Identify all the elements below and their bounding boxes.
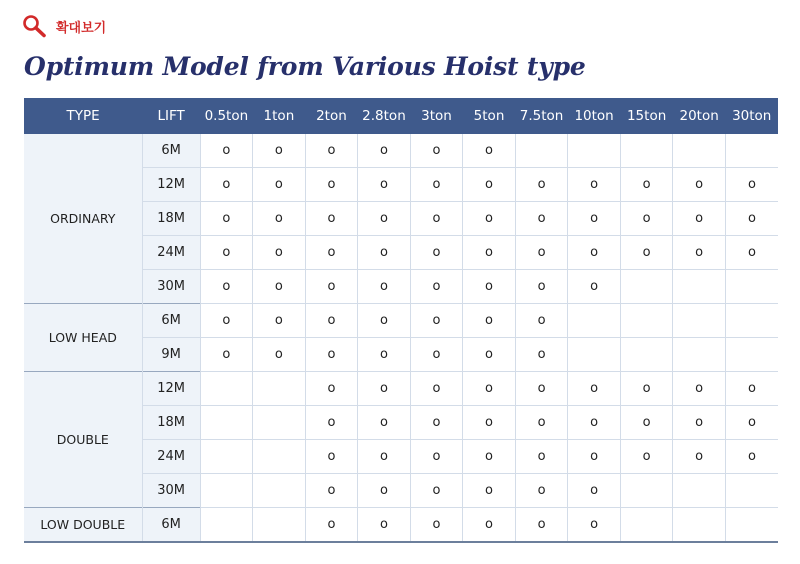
- table-cell: [253, 134, 306, 168]
- table-cell: [305, 372, 358, 406]
- type-cell: LOW DOUBLE: [24, 508, 142, 543]
- available-mark: o: [379, 517, 388, 532]
- table-cell: [463, 508, 516, 543]
- table-cell: [515, 134, 568, 168]
- available-mark: o: [274, 177, 283, 192]
- table-cell: [620, 270, 673, 304]
- available-mark: o: [222, 347, 231, 362]
- table-cell: [358, 236, 411, 270]
- table-cell: [568, 440, 621, 474]
- table-cell: [253, 338, 306, 372]
- table-cell: [515, 304, 568, 338]
- table-cell: [620, 338, 673, 372]
- table-cell: [515, 168, 568, 202]
- table-cell: [463, 236, 516, 270]
- table-cell: [673, 508, 726, 543]
- table-cell: [200, 508, 253, 543]
- table-cell: [305, 134, 358, 168]
- available-mark: o: [379, 245, 388, 260]
- table-cell: [305, 338, 358, 372]
- column-header: 0.5ton: [200, 98, 253, 134]
- available-mark: o: [432, 245, 441, 260]
- table-cell: [568, 270, 621, 304]
- table-cell: [253, 202, 306, 236]
- table-cell: [673, 304, 726, 338]
- available-mark: o: [695, 381, 704, 396]
- column-header: 15ton: [620, 98, 673, 134]
- table-cell: [620, 508, 673, 543]
- table-cell: [463, 202, 516, 236]
- available-mark: o: [747, 381, 756, 396]
- table-cell: [463, 372, 516, 406]
- available-mark: o: [432, 517, 441, 532]
- available-mark: o: [590, 517, 599, 532]
- table-cell: [515, 338, 568, 372]
- available-mark: o: [537, 347, 546, 362]
- available-mark: o: [642, 211, 651, 226]
- available-mark: o: [327, 313, 336, 328]
- table-cell: [725, 236, 778, 270]
- available-mark: o: [485, 143, 494, 158]
- table-cell: [463, 270, 516, 304]
- available-mark: o: [485, 279, 494, 294]
- table-cell: [305, 304, 358, 338]
- lift-cell: 18M: [142, 202, 200, 236]
- column-header: 30ton: [725, 98, 778, 134]
- table-cell: [725, 406, 778, 440]
- table-cell: [463, 406, 516, 440]
- table-cell: [673, 236, 726, 270]
- lift-cell: 9M: [142, 338, 200, 372]
- column-header: 1ton: [253, 98, 306, 134]
- available-mark: o: [379, 211, 388, 226]
- available-mark: o: [642, 449, 651, 464]
- type-cell: ORDINARY: [24, 134, 142, 304]
- available-mark: o: [327, 449, 336, 464]
- table-cell: [253, 168, 306, 202]
- table-cell: [620, 406, 673, 440]
- table-cell: [673, 406, 726, 440]
- available-mark: o: [432, 143, 441, 158]
- available-mark: o: [695, 211, 704, 226]
- table-cell: [620, 202, 673, 236]
- table-cell: [673, 270, 726, 304]
- table-cell: [725, 440, 778, 474]
- table-cell: [725, 508, 778, 543]
- available-mark: o: [485, 177, 494, 192]
- available-mark: o: [590, 483, 599, 498]
- available-mark: o: [432, 381, 441, 396]
- table-cell: [200, 338, 253, 372]
- table-cell: [725, 304, 778, 338]
- available-mark: o: [379, 313, 388, 328]
- table-cell: [410, 338, 463, 372]
- available-mark: o: [222, 143, 231, 158]
- table-cell: [515, 474, 568, 508]
- table-cell: [253, 270, 306, 304]
- table-cell: [200, 134, 253, 168]
- table-cell: [568, 304, 621, 338]
- table-cell: [725, 474, 778, 508]
- table-cell: [673, 202, 726, 236]
- available-mark: o: [379, 381, 388, 396]
- table-cell: [673, 474, 726, 508]
- table-cell: [620, 474, 673, 508]
- available-mark: o: [537, 449, 546, 464]
- table-cell: [200, 202, 253, 236]
- table-cell: [253, 236, 306, 270]
- table-cell: [725, 270, 778, 304]
- table-cell: [410, 406, 463, 440]
- table-cell: [253, 406, 306, 440]
- table-cell: [200, 440, 253, 474]
- table-row: [24, 372, 778, 406]
- table-cell: [305, 474, 358, 508]
- table-cell: [620, 134, 673, 168]
- available-mark: o: [327, 381, 336, 396]
- table-cell: [200, 372, 253, 406]
- available-mark: o: [485, 347, 494, 362]
- table-cell: [673, 372, 726, 406]
- table-cell: [515, 270, 568, 304]
- table-cell: [620, 236, 673, 270]
- table-cell: [568, 168, 621, 202]
- available-mark: o: [747, 177, 756, 192]
- available-mark: o: [537, 313, 546, 328]
- available-mark: o: [432, 313, 441, 328]
- table-cell: [673, 168, 726, 202]
- available-mark: o: [537, 483, 546, 498]
- table-cell: [620, 440, 673, 474]
- available-mark: o: [379, 143, 388, 158]
- table-cell: [358, 474, 411, 508]
- table-cell: [725, 134, 778, 168]
- table-cell: [463, 168, 516, 202]
- table-cell: [253, 440, 306, 474]
- available-mark: o: [274, 347, 283, 362]
- table-cell: [305, 202, 358, 236]
- available-mark: o: [379, 483, 388, 498]
- table-cell: [305, 168, 358, 202]
- column-header: 7.5ton: [515, 98, 568, 134]
- available-mark: o: [537, 517, 546, 532]
- available-mark: o: [432, 279, 441, 294]
- available-mark: o: [695, 449, 704, 464]
- table-cell: [305, 440, 358, 474]
- available-mark: o: [222, 313, 231, 328]
- table-cell: [410, 474, 463, 508]
- available-mark: o: [590, 415, 599, 430]
- available-mark: o: [485, 313, 494, 328]
- table-header-row: [24, 98, 778, 134]
- table-cell: [358, 168, 411, 202]
- zoom-link[interactable]: [22, 13, 106, 39]
- available-mark: o: [695, 415, 704, 430]
- table-cell: [515, 508, 568, 543]
- table-cell: [253, 304, 306, 338]
- column-header: 3ton: [410, 98, 463, 134]
- available-mark: o: [274, 279, 283, 294]
- table-cell: [673, 134, 726, 168]
- type-cell: DOUBLE: [24, 372, 142, 508]
- table-cell: [358, 304, 411, 338]
- available-mark: o: [485, 483, 494, 498]
- available-mark: o: [379, 347, 388, 362]
- available-mark: o: [537, 211, 546, 226]
- lift-cell: 6M: [142, 508, 200, 543]
- available-mark: o: [327, 415, 336, 430]
- table-cell: [358, 406, 411, 440]
- hoist-model-table: [24, 98, 778, 543]
- lift-cell: 30M: [142, 474, 200, 508]
- available-mark: o: [379, 449, 388, 464]
- table-cell: [620, 372, 673, 406]
- available-mark: o: [590, 211, 599, 226]
- available-mark: o: [537, 415, 546, 430]
- table-cell: [673, 338, 726, 372]
- available-mark: o: [274, 143, 283, 158]
- table-cell: [568, 134, 621, 168]
- available-mark: o: [327, 177, 336, 192]
- table-cell: [463, 134, 516, 168]
- available-mark: o: [432, 415, 441, 430]
- type-cell: LOW HEAD: [24, 304, 142, 372]
- available-mark: o: [379, 415, 388, 430]
- table-cell: [305, 508, 358, 543]
- available-mark: o: [537, 279, 546, 294]
- column-header: 2ton: [305, 98, 358, 134]
- available-mark: o: [590, 245, 599, 260]
- table-cell: [568, 372, 621, 406]
- available-mark: o: [590, 279, 599, 294]
- table-cell: [358, 202, 411, 236]
- lift-cell: 18M: [142, 406, 200, 440]
- available-mark: o: [327, 211, 336, 226]
- column-header: 10ton: [568, 98, 621, 134]
- table-cell: [515, 202, 568, 236]
- available-mark: o: [695, 177, 704, 192]
- available-mark: o: [222, 279, 231, 294]
- table-row: [24, 508, 778, 543]
- table-cell: [673, 440, 726, 474]
- table-cell: [620, 168, 673, 202]
- available-mark: o: [642, 381, 651, 396]
- available-mark: o: [222, 245, 231, 260]
- available-mark: o: [327, 483, 336, 498]
- available-mark: o: [642, 245, 651, 260]
- table-row: [24, 304, 778, 338]
- table-cell: [463, 304, 516, 338]
- table-cell: [410, 236, 463, 270]
- available-mark: o: [432, 347, 441, 362]
- table-cell: [515, 236, 568, 270]
- available-mark: o: [222, 211, 231, 226]
- lift-cell: 24M: [142, 440, 200, 474]
- table-cell: [200, 474, 253, 508]
- table-cell: [358, 508, 411, 543]
- table-cell: [410, 168, 463, 202]
- available-mark: o: [485, 449, 494, 464]
- table-cell: [358, 270, 411, 304]
- table-cell: [410, 304, 463, 338]
- table-cell: [568, 474, 621, 508]
- table-row: [24, 134, 778, 168]
- table-cell: [305, 270, 358, 304]
- table-cell: [200, 304, 253, 338]
- table-cell: [515, 440, 568, 474]
- table-cell: [200, 406, 253, 440]
- table-cell: [358, 372, 411, 406]
- table-cell: [253, 474, 306, 508]
- available-mark: o: [747, 449, 756, 464]
- table-cell: [568, 338, 621, 372]
- magnifier-icon: [22, 14, 48, 38]
- column-header: 2.8ton: [358, 98, 411, 134]
- available-mark: o: [327, 517, 336, 532]
- table-cell: [410, 134, 463, 168]
- column-header: TYPE: [24, 98, 142, 134]
- available-mark: o: [590, 381, 599, 396]
- available-mark: o: [432, 449, 441, 464]
- available-mark: o: [747, 415, 756, 430]
- table-cell: [568, 236, 621, 270]
- table-cell: [410, 372, 463, 406]
- available-mark: o: [537, 177, 546, 192]
- available-mark: o: [485, 415, 494, 430]
- lift-cell: 12M: [142, 168, 200, 202]
- table-cell: [410, 440, 463, 474]
- available-mark: o: [485, 381, 494, 396]
- available-mark: o: [485, 517, 494, 532]
- table-cell: [463, 440, 516, 474]
- available-mark: o: [537, 381, 546, 396]
- table-cell: [515, 406, 568, 440]
- available-mark: o: [379, 177, 388, 192]
- table-cell: [200, 168, 253, 202]
- available-mark: o: [327, 279, 336, 294]
- table-cell: [305, 406, 358, 440]
- table-cell: [515, 372, 568, 406]
- table-cell: [410, 270, 463, 304]
- available-mark: o: [327, 143, 336, 158]
- lift-cell: 6M: [142, 304, 200, 338]
- available-mark: o: [695, 245, 704, 260]
- table-cell: [568, 508, 621, 543]
- table-cell: [725, 338, 778, 372]
- lift-cell: 12M: [142, 372, 200, 406]
- available-mark: o: [274, 313, 283, 328]
- lift-cell: 6M: [142, 134, 200, 168]
- table-cell: [253, 372, 306, 406]
- lift-cell: 30M: [142, 270, 200, 304]
- table-cell: [725, 202, 778, 236]
- column-header: 5ton: [463, 98, 516, 134]
- table-cell: [410, 202, 463, 236]
- table-cell: [725, 372, 778, 406]
- available-mark: o: [274, 245, 283, 260]
- available-mark: o: [485, 245, 494, 260]
- zoom-label: 확대보기: [56, 20, 107, 36]
- table-cell: [568, 202, 621, 236]
- table-cell: [463, 474, 516, 508]
- lift-cell: 24M: [142, 236, 200, 270]
- available-mark: o: [379, 279, 388, 294]
- available-mark: o: [747, 211, 756, 226]
- column-header: LIFT: [142, 98, 200, 134]
- table-cell: [200, 270, 253, 304]
- table-cell: [358, 134, 411, 168]
- available-mark: o: [537, 245, 546, 260]
- available-mark: o: [590, 449, 599, 464]
- table-cell: [725, 168, 778, 202]
- available-mark: o: [432, 483, 441, 498]
- available-mark: o: [327, 347, 336, 362]
- available-mark: o: [274, 211, 283, 226]
- available-mark: o: [327, 245, 336, 260]
- table-cell: [568, 406, 621, 440]
- table-cell: [463, 338, 516, 372]
- table-cell: [200, 236, 253, 270]
- table-cell: [253, 508, 306, 543]
- table-cell: [358, 338, 411, 372]
- available-mark: o: [222, 177, 231, 192]
- available-mark: o: [642, 415, 651, 430]
- column-header: 20ton: [673, 98, 726, 134]
- available-mark: o: [485, 211, 494, 226]
- table-cell: [358, 440, 411, 474]
- available-mark: o: [590, 177, 599, 192]
- table-cell: [305, 236, 358, 270]
- available-mark: o: [747, 245, 756, 260]
- page-title: Optimum Model from Various Hoist type: [24, 52, 586, 81]
- table-cell: [620, 304, 673, 338]
- table-cell: [410, 508, 463, 543]
- available-mark: o: [642, 177, 651, 192]
- available-mark: o: [432, 177, 441, 192]
- available-mark: o: [432, 211, 441, 226]
